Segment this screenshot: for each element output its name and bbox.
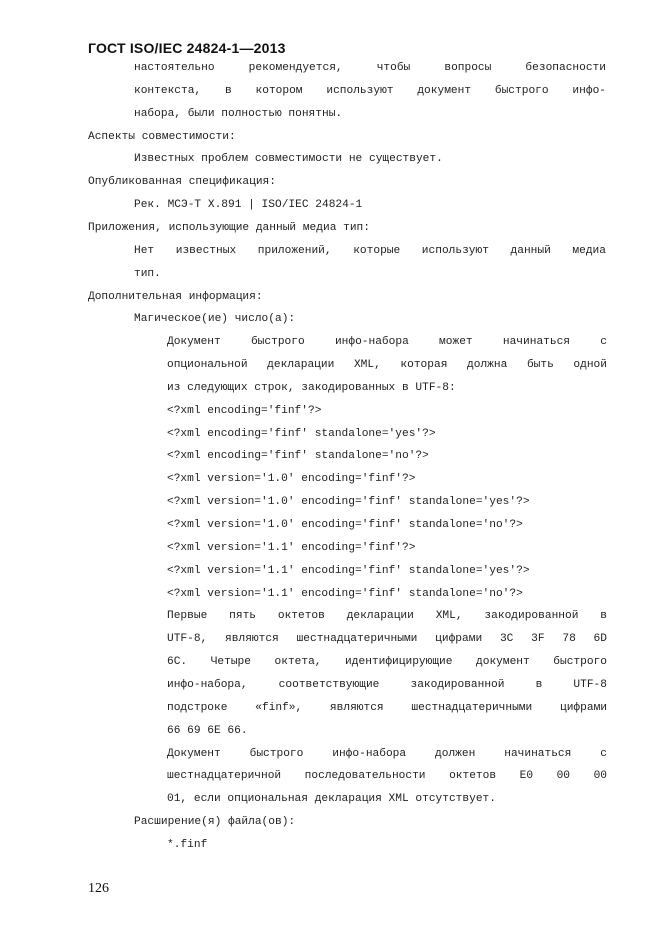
body-line: <?xml encoding='finf' standalone='yes'?> bbox=[167, 427, 436, 440]
body-line: Опубликованная спецификация: bbox=[88, 176, 276, 189]
body-line: контекста, в котором используют документ быстрого инфо- bbox=[134, 84, 606, 97]
body-line: UTF-8, являются шестнадцатеричными цифрами 3C 3F 78 6D bbox=[167, 633, 607, 646]
body-line: тип. bbox=[134, 267, 161, 280]
body-line: Расширение(я) файла(ов): bbox=[134, 816, 296, 829]
body-line: из следующих строк, закодированных в UTF-8: bbox=[167, 381, 456, 394]
body-line: Приложения, использующие данный медиа тип: bbox=[88, 221, 370, 234]
body-line: <?xml version='1.0' encoding='finf' standalone='no'?> bbox=[167, 519, 523, 531]
body-line: <?xml version='1.1' encoding='finf' standalone='no'?> bbox=[167, 587, 523, 600]
body-line: Аспекты совместимости: bbox=[88, 130, 236, 143]
body-line: 01, если опциональная декларация XML отсутствует. bbox=[167, 793, 496, 806]
body-line: Первые пять октетов декларации XML, закодированной в bbox=[167, 610, 607, 623]
body-line: Документ быстрого инфо-набора должен начинаться с bbox=[167, 747, 607, 760]
body-line: <?xml version='1.1' encoding='finf' standalone='yes'?> bbox=[167, 564, 530, 577]
body-line: 6C. Четыре октета, идентифицирующие документ быстрого bbox=[167, 656, 607, 669]
body-line: Документ быстрого инфо-набора может начинаться с bbox=[167, 336, 607, 349]
body-line: опциональной декларации XML, которая должна быть одной bbox=[167, 359, 607, 372]
body-line: инфо-набора, соответствующие закодированной в UTF-8 bbox=[167, 678, 607, 691]
body-line: подстроке «finf», являются шестнадцатеричными цифрами bbox=[167, 701, 607, 714]
body-line: *.finf bbox=[167, 838, 208, 851]
body-line: Магическое(ие) число(а): bbox=[134, 313, 296, 326]
body-line: Рек. МСЭ-Т X.891 | ISO/IEC 24824-1 bbox=[134, 199, 363, 212]
body-line: <?xml version='1.0' encoding='finf' standalone='yes'?> bbox=[167, 496, 530, 509]
body-line: <?xml encoding='finf' standalone='no'?> bbox=[167, 450, 429, 463]
body-line: шестнадцатеричной последовательности октетов E0 00 00 bbox=[167, 770, 607, 783]
page-number: 126 bbox=[88, 881, 109, 896]
body-line: настоятельно рекомендуется, чтобы вопросы безопасности bbox=[134, 62, 606, 74]
body-line: <?xml encoding='finf'?> bbox=[167, 404, 322, 417]
body-line: Известных проблем совместимости не существует. bbox=[134, 153, 443, 166]
body-line: набора, были полностью понятны. bbox=[134, 107, 343, 120]
body-line: 66 69 6E 66. bbox=[167, 724, 248, 737]
body-line: <?xml version='1.1' encoding='finf'?> bbox=[167, 541, 416, 554]
body-line: Нет известных приложений, которые используют данный медиа bbox=[134, 244, 606, 257]
body-line: Дополнительная информация: bbox=[88, 290, 263, 303]
document-header: ГОСТ ISO/IEC 24824-1—2013 bbox=[88, 40, 286, 56]
body-line: <?xml version='1.0' encoding='finf'?> bbox=[167, 473, 416, 486]
